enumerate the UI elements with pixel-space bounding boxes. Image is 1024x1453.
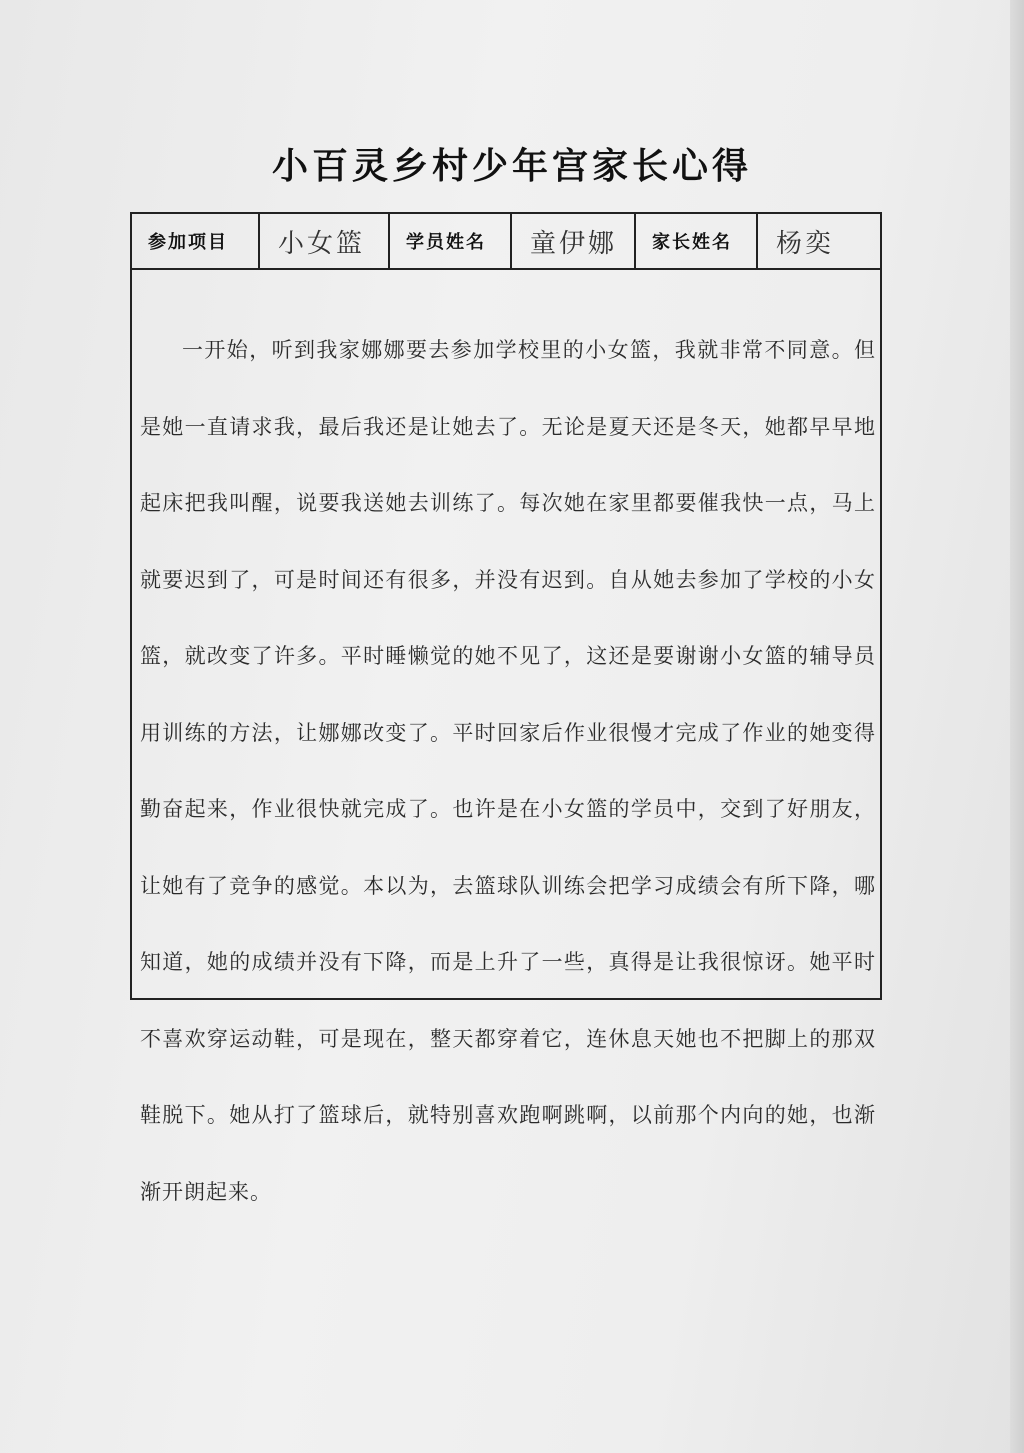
page-title: 小百灵乡村少年宫家长心得 [271, 145, 752, 187]
project-value: 小女篮 [278, 228, 366, 259]
student-label: 学员姓名 [406, 232, 486, 253]
project-value-cell [260, 214, 390, 268]
student-label-cell [390, 214, 512, 268]
parent-label-cell [636, 214, 758, 268]
student-value-cell [512, 214, 636, 268]
page-edge [1010, 0, 1024, 1453]
feedback-text: 一开始，听到我家娜娜要去参加学校里的小女篮，我就非常不同意。但是她一直请求我，最后我还是让她去了。无论是夏天还是冬天，她都早早地起床把我叫醒，说要我送她去训练了。每次她在家里都要催我快一点，马上就要迟到了，可是时间还有很多，并没有迟到。自从她去参加了学校的小女篮，就改变了许多。平时睡懒觉的她不见了，这还是要谢谢小女篮的辅导员用训练的方法，让娜娜改变了。平时回家后作业很慢才完成了作业的她变得勤奋起来，作业很快就完成了。也许是在小女篮的学员中，交到了好朋友，让她有了竞争的感觉。本以为，去篮球队训练会把学习成绩会有所下降，哪知道，她的成绩并没有下降，而是上升了一些，真得是让我很惊讶。她平时不喜欢穿运动鞋，可是现在，整天都穿着它，连休息天她也不把脚上的那双鞋脱下。她从打了篮球后，就特别喜欢跑啊跳啊，以前那个内向的她，也渐渐开朗起来。 [140, 338, 876, 1204]
parent-feedback-form [130, 212, 882, 1204]
project-label: 参加项目 [148, 232, 228, 253]
parent-value-cell [758, 214, 882, 268]
parent-value: 杨奕 [776, 228, 835, 259]
project-label-cell [132, 214, 260, 268]
parent-label: 家长姓名 [652, 232, 732, 253]
info-row [132, 214, 880, 270]
student-value: 童伊娜 [530, 228, 618, 259]
